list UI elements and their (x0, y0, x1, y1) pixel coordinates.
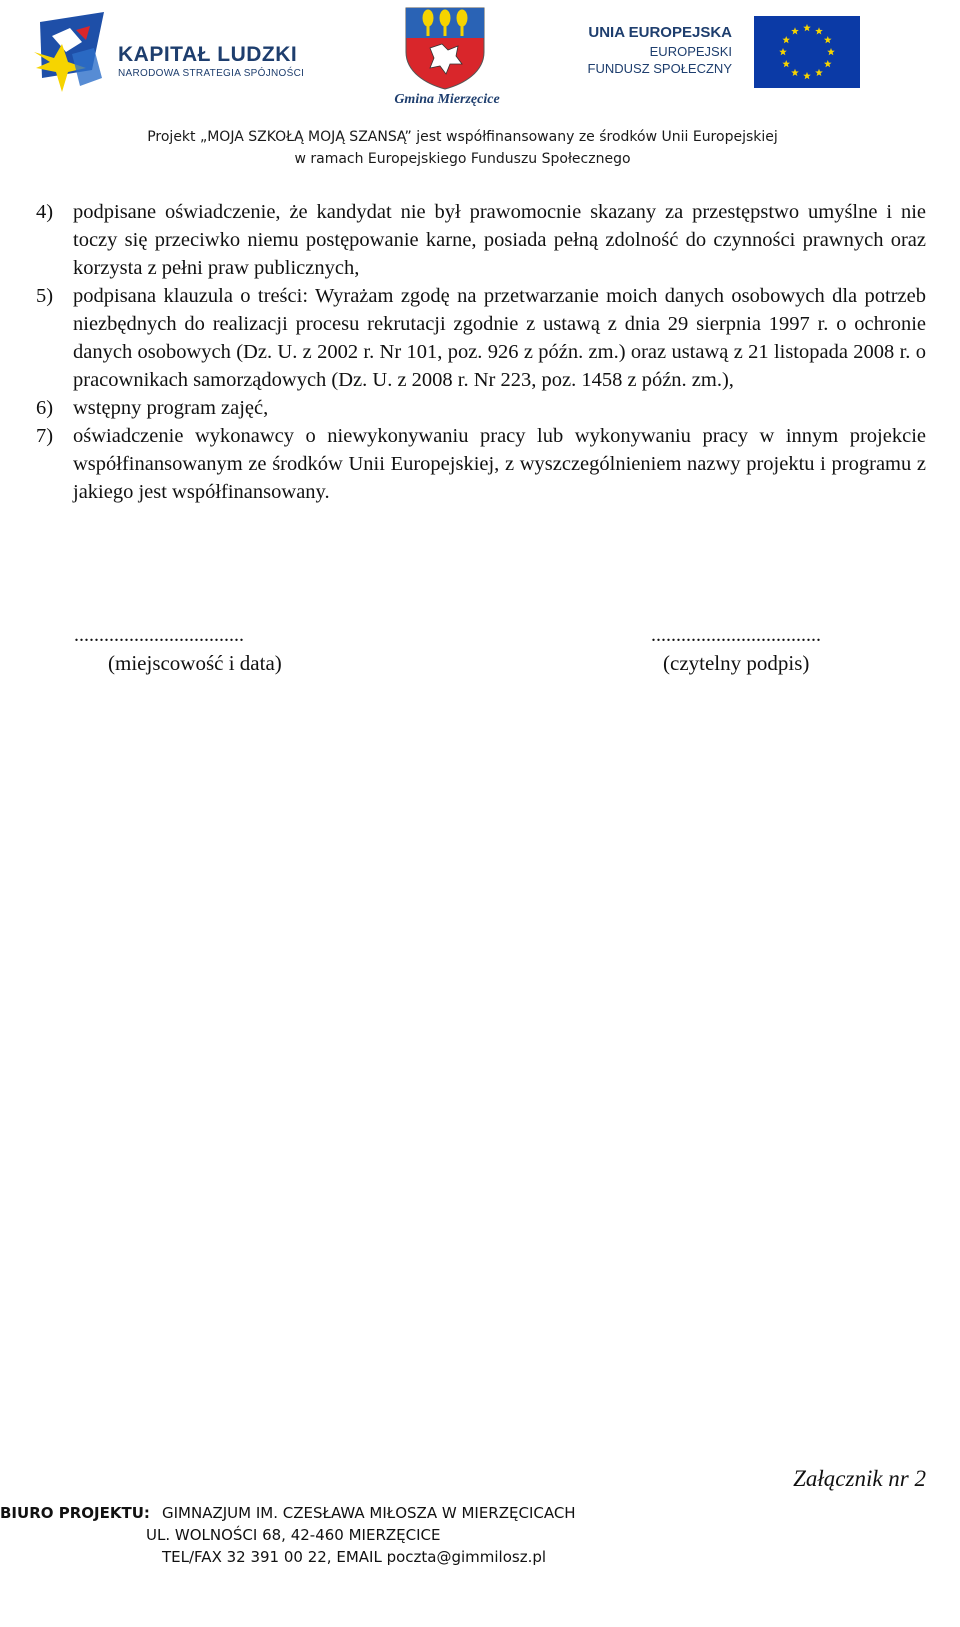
place-date-line: .................................. (74, 624, 244, 646)
project-line-2: w ramach Europejskiego Funduszu Społecznego (294, 151, 631, 167)
list-item-text: oświadczenie wykonawcy o niewykonywaniu pracy lub wykonywaniu pracy w innym projekcie współfinansowanym ze środków Unii Europejskiej, z wyszczególnieniem nazwy projektu i programu z jakiego jest współfinansowany. (73, 425, 926, 503)
list-item-text: podpisana klauzula o treści: Wyrażam zgodę na przetwarzanie moich danych osobowych dla potrzeb niezbędnych do realizacji procesu rekrutacji zgodnie z ustawą z dnia 29 sierpnia 1997 r. o ochronie danych osobowych (Dz. U. z 2002 r. Nr 101, poz. 926 z późn. zm.) oraz ustawą z 21 listopada 2008 r. o pracownikach samorządowych (Dz. U. z 2008 r. Nr 223, poz. 1458 z późn. zm.), (73, 285, 926, 391)
footer-contact: TEL/FAX 32 391 00 22, EMAIL poczta@gimmilosz.pl (162, 1548, 547, 1566)
eu-logo-line2: EUROPEJSKI (649, 44, 732, 59)
list-item-number: 5) (36, 285, 54, 307)
footer-address: UL. WOLNOŚCI 68, 42-460 MIERZĘCICE (146, 1526, 441, 1544)
list-item-number: 6) (36, 397, 54, 419)
eu-logo-line1: UNIA EUROPEJSKA (588, 24, 732, 41)
place-date-label: (miejscowość i data) (108, 651, 282, 675)
list-item-number: 4) (36, 201, 54, 223)
gmina-caption: Gmina Mierzęcice (394, 92, 500, 107)
annex-label: Załącznik nr 2 (793, 1466, 926, 1491)
list-item-number: 7) (36, 425, 54, 447)
requirements-list (36, 198, 926, 506)
coat-of-arms-icon (402, 6, 488, 90)
list-item (36, 394, 926, 422)
list-item-text: podpisane oświadczenie, że kandydat nie był prawomocnie skazany za przestępstwo umyślne i nie toczy się przeciwko niemu postępowanie karne, posiada pełną zdolność do czynności prawnych oraz korzysta z pełni praw publicznych, (73, 201, 926, 279)
gmina-mierzecice-logo (382, 6, 512, 110)
eu-logo (580, 14, 860, 94)
kapital-ludzki-subtitle: NARODOWA STRATEGIA SPÓJNOŚCI (118, 68, 305, 79)
kapital-ludzki-title: KAPITAŁ LUDZKI (118, 43, 298, 66)
footer-school-name: GIMNAZJUM IM. CZESŁAWA MIŁOSZA W MIERZĘCICACH (162, 1504, 576, 1522)
project-line-1: Projekt „MOJA SZKOŁĄ MOJĄ SZANSĄ” jest współfinansowany ze środków Unii Europejskiej (147, 129, 778, 145)
eu-logo-line3: FUNDUSZ SPOŁECZNY (587, 61, 732, 76)
list-item (36, 422, 926, 506)
signature-line: .................................. (651, 624, 821, 646)
kapital-ludzki-logo (32, 8, 305, 96)
kapital-ludzki-star-icon (32, 8, 114, 96)
list-item (36, 282, 926, 394)
signature-label: (czytelny podpis) (663, 651, 810, 675)
list-item-text: wstępny program zajęć, (73, 397, 269, 419)
list-item (36, 198, 926, 282)
eu-flag-icon (754, 16, 860, 88)
footer-office-label: BIURO PROJEKTU: (0, 1504, 150, 1522)
